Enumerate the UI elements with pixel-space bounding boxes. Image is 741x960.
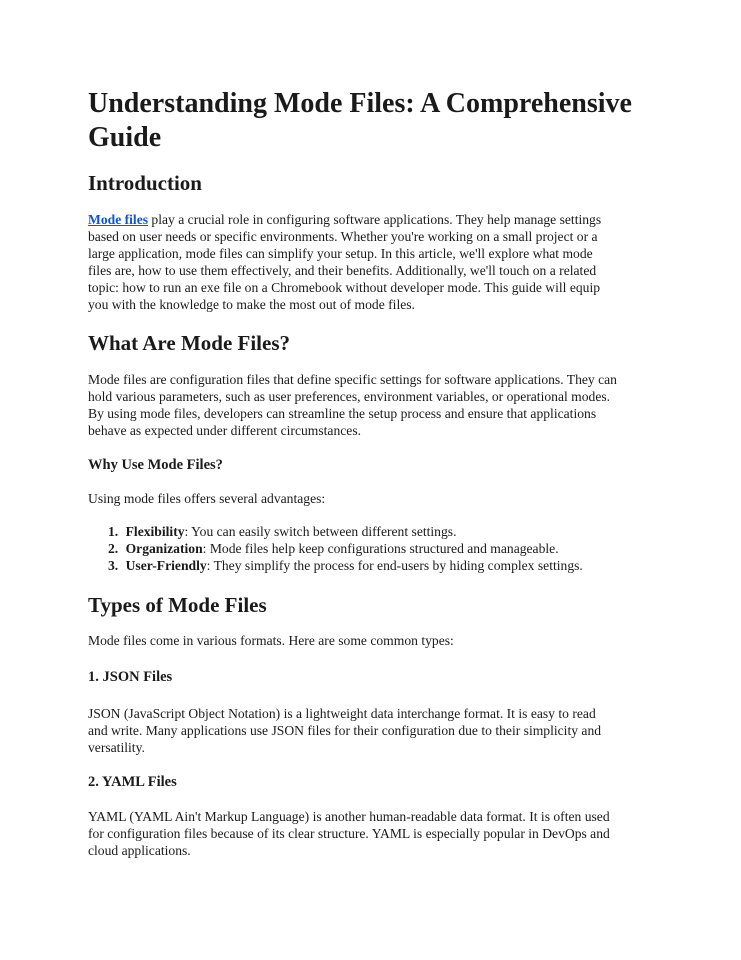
yaml-line: YAML (YAML Ain't Markup Language) is another human-readable data format. It is often used <box>88 809 610 824</box>
why-intro: Using mode files offers several advantages: <box>88 491 326 506</box>
list-item <box>108 523 456 540</box>
types-intro: Mode files come in various formats. Here are some common types: <box>88 633 454 648</box>
yaml-line: for configuration files because of its clear structure. YAML is especially popular in DevOps and <box>88 826 610 841</box>
page-title-line-1: Understanding Mode Files: A Comprehensive <box>88 88 632 119</box>
list-term: Organization <box>125 541 203 556</box>
intro-line: based on user needs or specific environments. Whether you're working on a small project or a <box>88 229 598 244</box>
heading-types: Types of Mode Files <box>88 593 267 617</box>
yaml-line: cloud applications. <box>88 843 191 858</box>
intro-line: files are, how to use them effectively, and their benefits. Additionally, we'll touch on a related <box>88 263 597 278</box>
list-number: 3. <box>108 558 119 573</box>
list-number: 1. <box>108 524 119 539</box>
heading-json-files: 1. JSON Files <box>88 669 173 685</box>
list-text: : They simplify the process for end-users by hiding complex settings. <box>206 558 583 573</box>
heading-what-are-mode-files: What Are Mode Files? <box>88 331 291 355</box>
list-item <box>108 557 583 574</box>
list-term: Flexibility <box>125 524 185 539</box>
intro-line: topic: how to run an exe file on a Chromebook without developer mode. This guide will equip <box>88 280 601 295</box>
mode-files-link[interactable]: Mode files <box>88 212 149 227</box>
intro-line <box>88 211 601 228</box>
json-line: versatility. <box>88 740 145 755</box>
list-text: : Mode files help keep configurations structured and manageable. <box>202 541 559 556</box>
page-title-line-2: Guide <box>88 122 162 153</box>
what-line: Mode files are configuration files that define specific settings for software applications. They can <box>88 372 617 387</box>
list-number: 2. <box>108 541 119 556</box>
json-line: JSON (JavaScript Object Notation) is a lightweight data interchange format. It is easy to read <box>88 706 596 721</box>
list-term: User-Friendly <box>125 558 207 573</box>
intro-text: play a crucial role in configuring software applications. They help manage settings <box>148 212 602 227</box>
what-line: By using mode files, developers can streamline the setup process and ensure that applications <box>88 406 597 421</box>
intro-line: large application, mode files can simplify your setup. In this article, we'll explore what mode <box>88 246 593 261</box>
intro-line: you with the knowledge to make the most out of mode files. <box>88 297 415 312</box>
heading-yaml-files: 2. YAML Files <box>88 774 177 790</box>
json-line: and write. Many applications use JSON files for their configuration due to their simplicity and <box>88 723 602 738</box>
what-line: hold various parameters, such as user preferences, environment variables, or operational modes. <box>88 389 611 404</box>
what-line: behave as expected under different circumstances. <box>88 423 362 438</box>
list-item <box>108 540 559 557</box>
heading-why-use: Why Use Mode Files? <box>88 457 223 473</box>
heading-introduction: Introduction <box>88 171 202 195</box>
list-text: : You can easily switch between different settings. <box>184 524 457 539</box>
